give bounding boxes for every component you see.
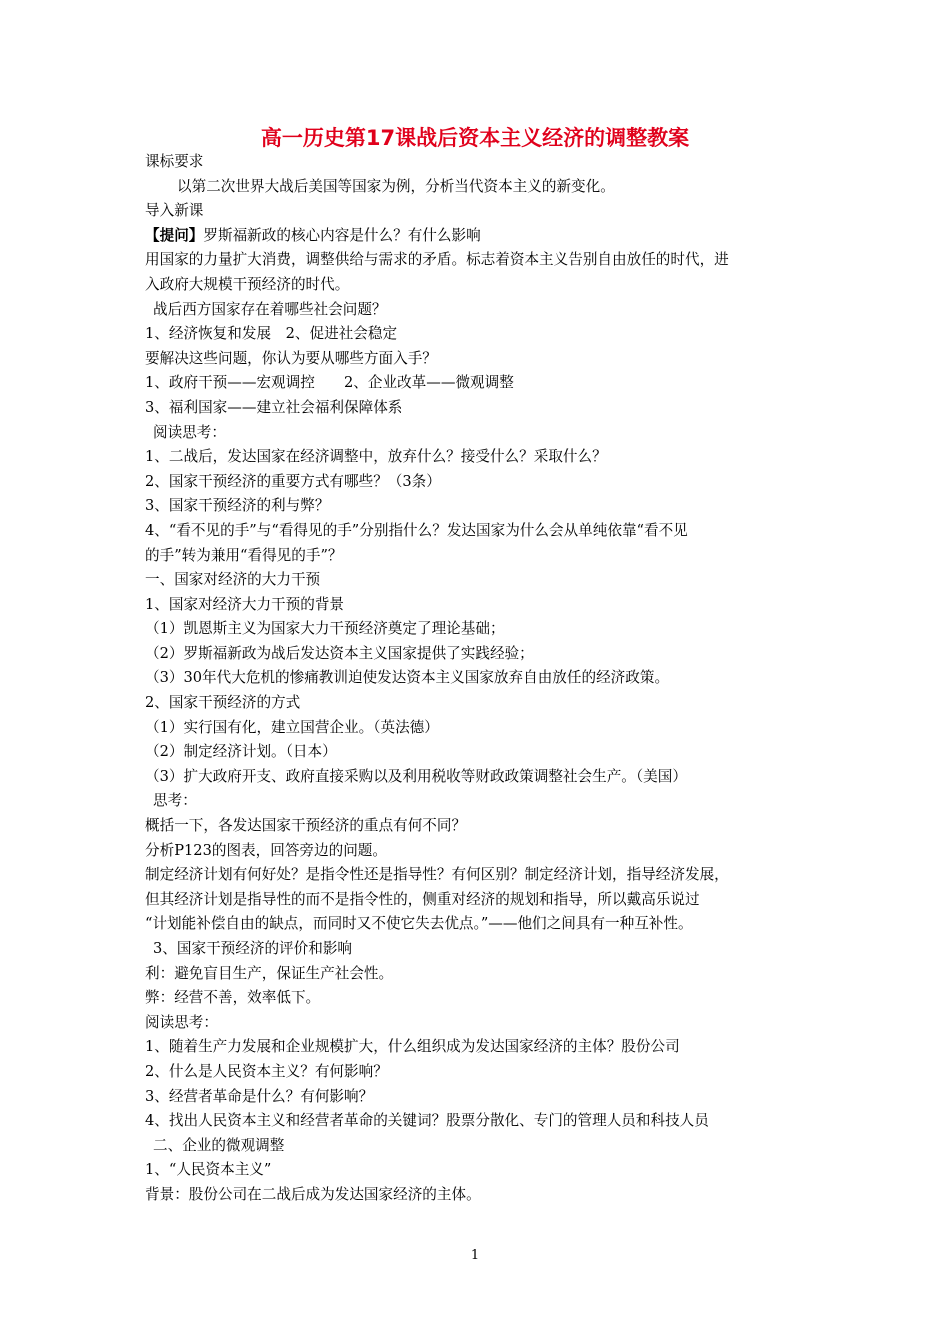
text-line: 但其经济计划是指导性的而不是指令性的，侧重对经济的规划和指导，所以戴高乐说过	[145, 890, 700, 908]
text-line: 思考：	[153, 792, 197, 810]
text-line: 分析P123的图表，回答旁边的问题。	[145, 841, 387, 859]
text-line: “计划能补偿自由的缺点，而同时又不使它失去优点。”——他们之间具有一种互补性。	[145, 915, 693, 933]
text-line: 4、找出人民资本主义和经营者革命的关键词？股票分散化、专门的管理人员和科技人员	[145, 1112, 709, 1130]
text-line: （2）罗斯福新政为战后发达资本主义国家提供了实践经验；	[145, 644, 534, 662]
text-line: 二、企业的微观调整	[153, 1136, 285, 1154]
bold-prefix: 【提问】	[145, 226, 204, 244]
text-line: 3、福利国家——建立社会福利保障体系	[145, 398, 403, 416]
text-line: 1、经济恢复和发展 2、促进社会稳定	[145, 325, 398, 343]
text-line: 概括一下，各发达国家干预经济的重点有何不同？	[145, 817, 467, 835]
text-line: （3）扩大政府开支、政府直接采购以及利用税收等财政政策调整社会生产。（美国）	[145, 767, 687, 785]
text-line: 以第二次世界大战后美国等国家为例，分析当代资本主义的新变化。	[177, 177, 615, 195]
text-line: 入政府大规模干预经济的时代。	[145, 275, 350, 293]
text-line: 3、经营者革命是什么？有何影响？	[145, 1087, 374, 1105]
text-line: 导入新课	[145, 202, 204, 220]
text-line: （1）凯恩斯主义为国家大力干预经济奠定了理论基础；	[145, 620, 505, 638]
text-line: 1、随着生产力发展和企业规模扩大，什么组织成为发达国家经济的主体？股份公司	[145, 1038, 680, 1056]
text-line: 1、国家对经济大力干预的背景	[145, 595, 345, 613]
line-text: 罗斯福新政的核心内容是什么？有什么影响	[203, 226, 481, 244]
text-line	[145, 224, 813, 249]
text-line: 2、国家干预经济的方式	[145, 694, 301, 712]
document-body	[145, 150, 813, 1208]
text-line: 4、“看不见的手”与“看得见的手”分别指什么？发达国家为什么会从单纯依靠“看不见	[145, 521, 688, 539]
text-line: 3、国家干预经济的评价和影响	[153, 940, 353, 957]
text-line: （2）制定经济计划。（日本）	[145, 743, 337, 761]
text-line: 战后西方国家存在着哪些社会问题？	[153, 300, 387, 318]
text-line: （3）30年代大危机的惨痛教训迫使发达资本主义国家放弃自由放任的经济政策。	[145, 669, 670, 687]
text-line: 制定经济计划有何好处？是指令性还是指导性？有何区别？制定经济计划，指导经济发展，	[145, 866, 729, 884]
text-line: 3、国家干预经济的利与弊？	[145, 497, 330, 515]
text-line: 2、国家干预经济的重要方式有哪些？（3条）	[145, 472, 441, 490]
text-line: 的手”转为兼用“看得见的手”？	[145, 546, 343, 564]
text-line: 利：避免盲目生产，保证生产社会性。	[145, 964, 394, 982]
text-line: 一、国家对经济的大力干预	[145, 571, 321, 589]
text-line: 1、政府干预——宏观调控 2、企业改革——微观调整	[145, 374, 514, 392]
text-line: 背景：股份公司在二战后成为发达国家经济的主体。	[145, 1185, 481, 1203]
document-title: 高一历史第17课战后资本主义经济的调整教案	[260, 126, 690, 150]
text-line: （1）实行国有化，建立国营企业。（英法德）	[145, 718, 439, 736]
text-line: 阅读思考：	[145, 1013, 218, 1031]
text-line: 阅读思考：	[153, 423, 226, 441]
text-line: 用国家的力量扩大消费，调整供给与需求的矛盾。标志着资本主义告别自由放任的时代，进	[145, 251, 729, 269]
page-number: 1	[470, 1248, 480, 1263]
text-line: 课标要求	[145, 153, 204, 170]
text-line: 弊：经营不善，效率低下。	[145, 989, 321, 1007]
text-line: 1、二战后，发达国家在经济调整中，放弃什么？接受什么？采取什么？	[145, 448, 607, 466]
text-line: 2、什么是人民资本主义？有何影响？	[145, 1062, 388, 1080]
text-line: 要解决这些问题，你认为要从哪些方面入手？	[145, 349, 437, 367]
text-line: 1、“人民资本主义”	[145, 1161, 272, 1179]
